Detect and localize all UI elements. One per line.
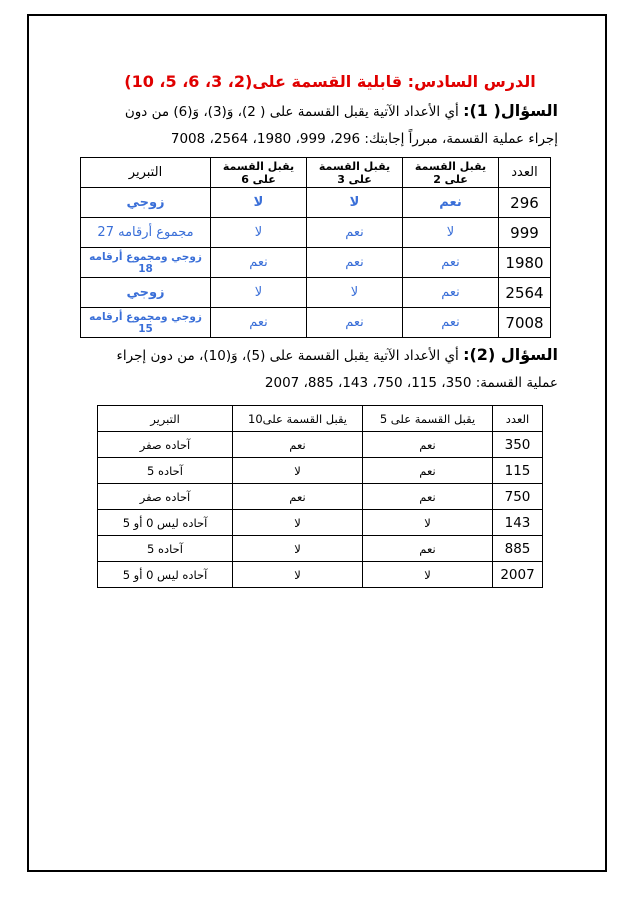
table1-header-div6: يقبل القسمة على 6	[211, 158, 307, 188]
table2-header-justification: التبرير	[98, 406, 233, 432]
table2-div5: نعم	[363, 484, 493, 510]
q1-line1	[125, 101, 558, 120]
table2-justification: آحاده 5	[98, 458, 233, 484]
table1-justification: زوجي ومجموع أرقامه 18	[81, 248, 211, 278]
divisibility-table-2	[97, 405, 543, 588]
table1-div2: لا	[403, 218, 499, 248]
table1-div2: نعم	[403, 248, 499, 278]
table1-div2: نعم	[403, 188, 499, 218]
table-row	[98, 510, 543, 536]
table-row	[98, 458, 543, 484]
table2-div5: لا	[363, 510, 493, 536]
q2-text-line1: أي الأعداد الآتية يقبل القسمة على (5)، وَ(10)، من دون إجراء	[116, 348, 459, 364]
table1-number: 1980	[499, 248, 551, 278]
table-row	[98, 562, 543, 588]
table1-number: 999	[499, 218, 551, 248]
table1-number: 296	[499, 188, 551, 218]
table2-number: 750	[493, 484, 543, 510]
table-row	[81, 188, 551, 218]
q2-line1	[117, 345, 558, 364]
table1-header-row	[81, 158, 551, 188]
table1-div6: لا	[211, 278, 307, 308]
table-row	[98, 432, 543, 458]
table2-justification: آحاده صفر	[98, 484, 233, 510]
q2-label: السؤال (2):	[463, 345, 558, 364]
table1-number: 2564	[499, 278, 551, 308]
table1-header-justification: التبرير	[81, 158, 211, 188]
table1-div6: لا	[211, 218, 307, 248]
table2-div10: لا	[233, 562, 363, 588]
table-row	[81, 308, 551, 338]
table2-number: 143	[493, 510, 543, 536]
table1-justification: زوجي ومجموع أرقامه 15	[81, 308, 211, 338]
table1-div3: نعم	[307, 218, 403, 248]
table1-justification: زوجي	[81, 188, 211, 218]
table2-justification: آحاده ليس 0 أو 5	[98, 510, 233, 536]
table1-div3: لا	[307, 278, 403, 308]
table2-div5: نعم	[363, 458, 493, 484]
table1-justification: مجموع أرقامه 27	[81, 218, 211, 248]
q2-text-line2: عملية القسمة: 350، 115، 750، 143، 885، 2007	[264, 375, 558, 391]
table2-div5: نعم	[363, 536, 493, 562]
table2-header-div10: يقبل القسمة على10	[233, 406, 363, 432]
table1-justification: زوجي	[81, 278, 211, 308]
table1-div2: نعم	[403, 278, 499, 308]
table-row	[81, 278, 551, 308]
table1-div3: نعم	[307, 308, 403, 338]
table2-div10: نعم	[233, 484, 363, 510]
table1-div6: نعم	[211, 248, 307, 278]
table2-div5: لا	[363, 562, 493, 588]
table1-number: 7008	[499, 308, 551, 338]
lesson-title: الدرس السادس: قابلية القسمة على(2، 3، 6، 5، 10)	[124, 72, 536, 91]
table1-div6: نعم	[211, 308, 307, 338]
table-row	[81, 218, 551, 248]
q1-text-line2: إجراء عملية القسمة، مبرراً إجابتك: 296، 999، 1980، 2564، 7008	[170, 131, 558, 147]
table2-div10: لا	[233, 458, 363, 484]
table2-number: 115	[493, 458, 543, 484]
table-row	[98, 484, 543, 510]
table2-header-div5: يقبل القسمة على 5	[363, 406, 493, 432]
table2-justification: آحاده صفر	[98, 432, 233, 458]
table1-header-div2: يقبل القسمة على 2	[403, 158, 499, 188]
q1-label: السؤال( 1):	[463, 101, 558, 120]
table2-div10: نعم	[233, 432, 363, 458]
table-row	[98, 536, 543, 562]
table2-header-row	[98, 406, 543, 432]
q1-text-line1: أي الأعداد الآتية يقبل القسمة على ( 2)، وَ(3)، وَ(6) من دون	[124, 104, 459, 120]
table2-justification: آحاده ليس 0 أو 5	[98, 562, 233, 588]
table2-div10: لا	[233, 510, 363, 536]
table2-number: 885	[493, 536, 543, 562]
table1-div6: لا	[211, 188, 307, 218]
table-row	[81, 248, 551, 278]
table1-div3: لا	[307, 188, 403, 218]
table2-number: 350	[493, 432, 543, 458]
table1-div2: نعم	[403, 308, 499, 338]
table2-div5: نعم	[363, 432, 493, 458]
table2-justification: آحاده 5	[98, 536, 233, 562]
table1-header-number: العدد	[499, 158, 551, 188]
divisibility-table-1	[80, 157, 551, 338]
table2-div10: لا	[233, 536, 363, 562]
table1-div3: نعم	[307, 248, 403, 278]
table2-header-number: العدد	[493, 406, 543, 432]
table1-header-div3: يقبل القسمة على 3	[307, 158, 403, 188]
table2-number: 2007	[493, 562, 543, 588]
